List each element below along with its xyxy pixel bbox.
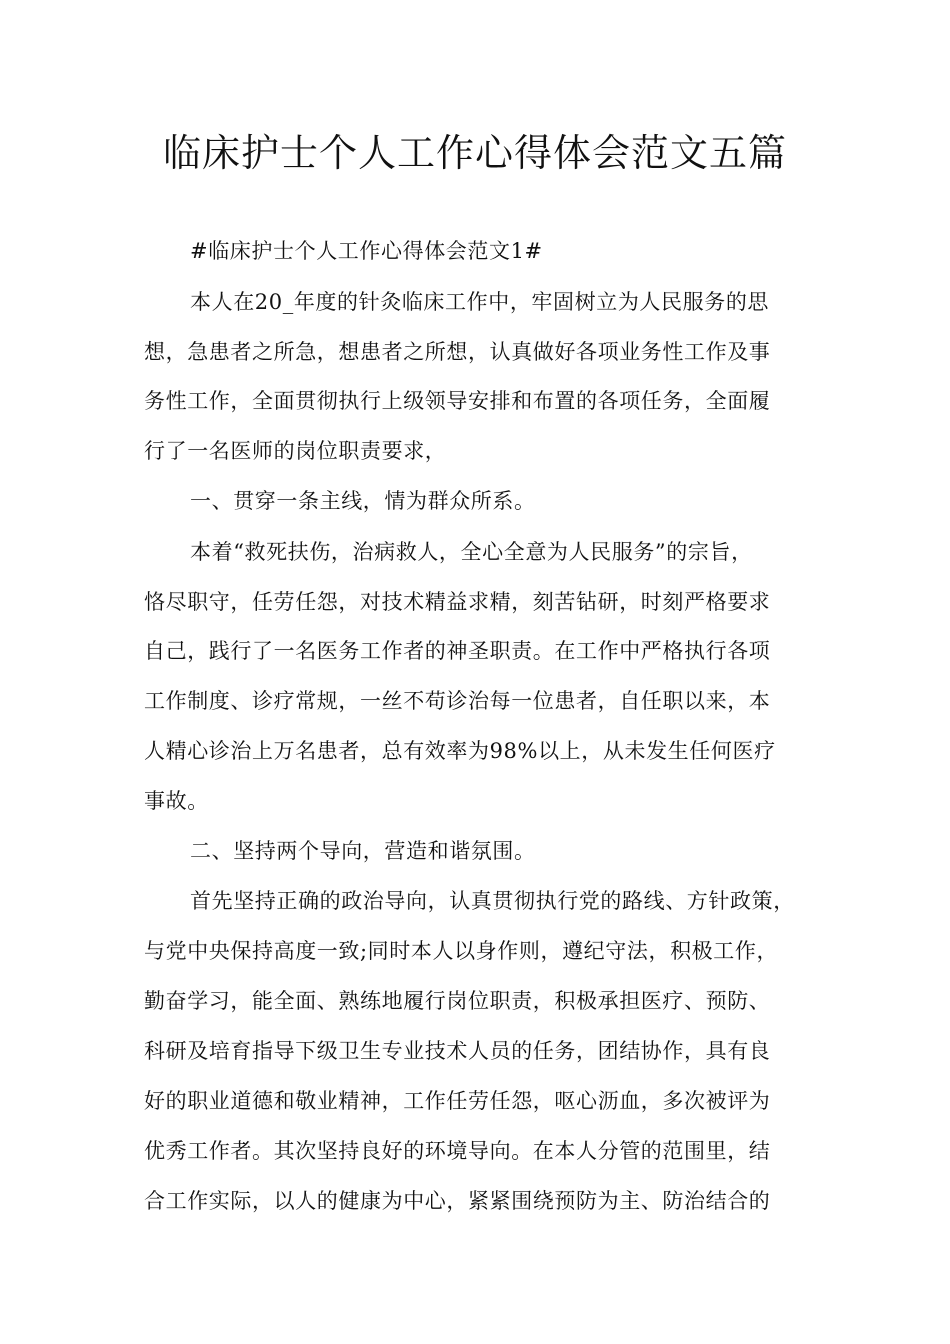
paragraph-line: 务性工作，全面贯彻执行上级领导安排和布置的各项任务，全面履 [144,389,771,413]
paragraph-line: 科研及培育指导下级卫生专业技术人员的任务，团结协作，具有良 [144,1039,771,1063]
paragraph-line: 自己，践行了一名医务工作者的神圣职责。在工作中严格执行各项 [144,639,771,663]
paragraph-line: 首先坚持正确的政治导向，认真贯彻执行党的路线、方针政策， [190,889,795,913]
paragraph-line: 行了一名医师的岗位职责要求， [144,439,447,463]
paragraph-line: 好的职业道德和敬业精神，工作任劳任怨，呕心沥血，多次被评为 [144,1089,771,1113]
paragraph-line: 工作制度、诊疗常规，一丝不苟诊治每一位患者，自任职以来，本 [144,689,771,713]
paragraph-line: 本人在20_年度的针灸临床工作中，牢固树立为人民服务的思 [190,290,770,314]
subheading: 一、贯穿一条主线，情为群众所系。 [190,489,536,513]
paragraph-line: 与党中央保持高度一致;同时本人以身作则，遵纪守法，积极工作， [144,939,779,963]
paragraph-line: 人精心诊治上万名患者，总有效率为98%以上，从未发生任何医疗 [144,739,776,763]
paragraph-line: 想，急患者之所急，想患者之所想，认真做好各项业务性工作及事 [144,340,771,364]
subheading: 二、坚持两个导向，营造和谐氛围。 [190,839,536,863]
paragraph-line: 合工作实际，以人的健康为中心，紧紧围绕预防为主、防治结合的 [144,1189,771,1213]
document-title: 临床护士个人工作心得体会范文五篇 [162,131,787,175]
section-heading: #临床护士个人工作心得体会范文1# [190,239,543,263]
paragraph-line: 事故。 [144,789,209,813]
paragraph-line: 优秀工作者。其次坚持良好的环境导向。在本人分管的范围里，结 [144,1139,771,1163]
paragraph-line: 本着“救死扶伤，治病救人，全心全意为人民服务”的宗旨， [190,540,753,564]
paragraph-line: 恪尽职守，任劳任怨，对技术精益求精，刻苦钻研，时刻严格要求 [144,590,771,614]
paragraph-line: 勤奋学习，能全面、熟练地履行岗位职责，积极承担医疗、预防、 [144,989,771,1013]
